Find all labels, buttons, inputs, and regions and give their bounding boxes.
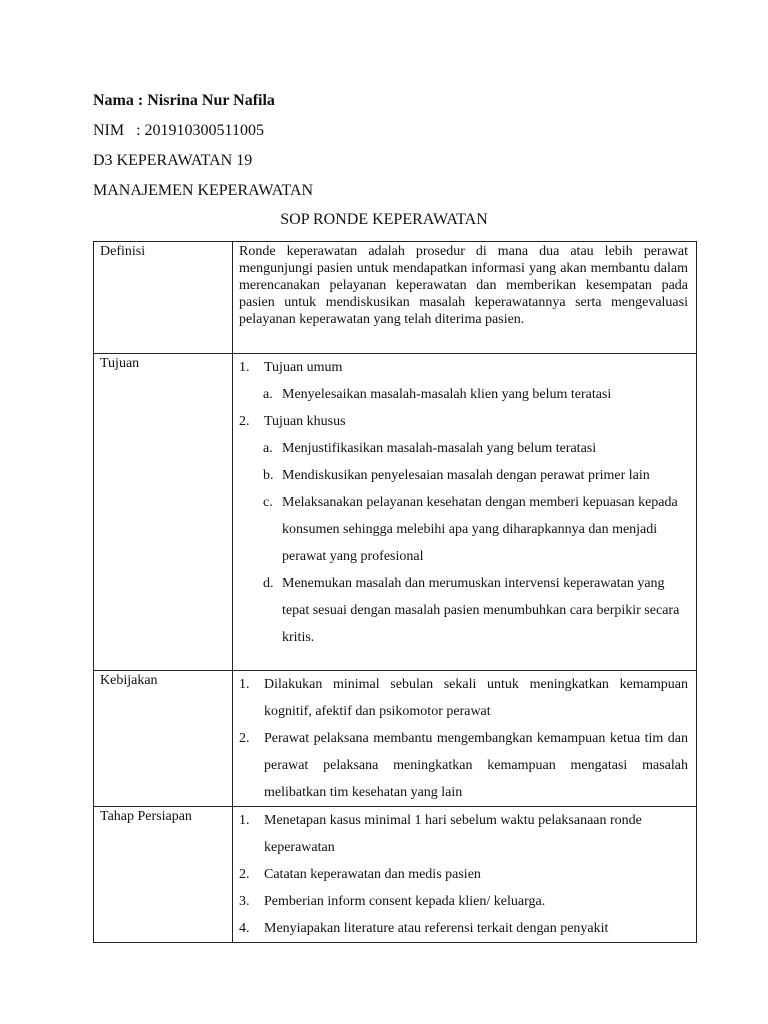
list-item	[239, 807, 688, 861]
list-number: 1.	[239, 360, 250, 375]
list-item	[239, 381, 688, 408]
list-item-text: Melaksanakan pelayanan kesehatan dengan memberi kepuasan kepada konsumen sehingga melebihi apa yang diharapkannya dan menjadi perawat yang profesional	[282, 495, 678, 564]
tujuan-list-2	[239, 408, 688, 435]
list-item-text: Pemberian inform consent kepada klien/ keluarga.	[264, 894, 546, 909]
list-item	[239, 354, 688, 381]
list-item-text: Mendiskusikan penyelesaian masalah dengan perawat primer lain	[282, 468, 650, 483]
nim-line: NIM : 201910300511005	[93, 122, 264, 139]
list-item-text: Menemukan masalah dan merumuskan intervensi keperawatan yang tepat sesuai dengan masalah pasien menumbuhkan cara berpikir secara kritis.	[282, 576, 680, 645]
list-item-text: Menyelesaikan masalah-masalah klien yang belum teratasi	[282, 387, 612, 402]
list-item	[239, 888, 688, 915]
name-label: Nama	[93, 92, 134, 109]
course-line: MANAJEMEN KEPERAWATAN	[93, 182, 314, 199]
program-line: D3 KEPERAWATAN 19	[93, 152, 253, 169]
list-item-text: Menetapan kasus minimal 1 hari sebelum waktu pelaksanaan ronde keperawatan	[264, 813, 642, 855]
student-info	[93, 86, 313, 206]
list-item-text: Catatan keperawatan dan medis pasien	[264, 867, 481, 882]
persiapan-content	[233, 807, 697, 943]
kebijakan-content	[233, 671, 697, 807]
tujuan-label: Tujuan	[94, 354, 233, 671]
list-number: 2.	[239, 731, 250, 746]
list-item	[239, 570, 688, 651]
list-letter: c.	[263, 495, 273, 510]
list-item	[239, 462, 688, 489]
table-row-persiapan	[94, 807, 697, 943]
list-item-text: Menjustifikasikan masalah-masalah yang belum teratasi	[282, 441, 597, 456]
list-number: 3.	[239, 894, 250, 909]
list-item-text: Dilakukan minimal sebulan sekali untuk meningkatkan kemampuan kognitif, afektif dan psikomotor perawat	[264, 677, 688, 719]
tujuan-khusus-sublist	[239, 435, 688, 651]
list-item	[239, 671, 688, 725]
tujuan-list	[239, 354, 688, 381]
list-item	[239, 725, 688, 806]
name-line	[93, 86, 313, 116]
definisi-content	[233, 242, 697, 354]
kebijakan-list	[239, 671, 688, 806]
definisi-label: Definisi	[94, 242, 233, 354]
list-item	[239, 408, 688, 435]
list-letter: b.	[263, 468, 274, 483]
table-row-definisi	[94, 242, 697, 354]
list-number: 2.	[239, 414, 250, 429]
list-item	[239, 861, 688, 888]
sop-table	[93, 241, 697, 943]
tujuan-umum-sublist	[239, 381, 688, 408]
definisi-text: Ronde keperawatan adalah prosedur di mana dua atau lebih perawat mengunjungi pasien untuk mendapatkan informasi yang akan membantu dalam merencanakan pelayanan keperawatan dan memberikan kesempatan pada pasien untuk mendiskusikan masalah keperawatannya serta mengevaluasi pelayanan keperawatan yang telah diterima pasien.	[239, 244, 688, 327]
tujuan-content	[233, 354, 697, 671]
document-title: SOP RONDE KEPERAWATAN	[280, 211, 488, 228]
list-item-text: Perawat pelaksana membantu mengembangkan kemampuan ketua tim dan perawat pelaksana meningkatkan kemampuan mengatasi masalah melibatkan tim kesehatan yang lain	[264, 731, 688, 800]
list-item-text: Tujuan umum	[264, 360, 343, 375]
list-number: 2.	[239, 867, 250, 882]
list-item-text: Tujuan khusus	[264, 414, 346, 429]
table-row-kebijakan	[94, 671, 697, 807]
persiapan-list	[239, 807, 688, 942]
list-number: 4.	[239, 921, 250, 936]
list-item	[239, 915, 688, 942]
persiapan-label: Tahap Persiapan	[94, 807, 233, 943]
kebijakan-label: Kebijakan	[94, 671, 233, 807]
list-item	[239, 435, 688, 462]
list-item-text: Menyiapakan literature atau referensi terkait dengan penyakit	[264, 921, 609, 936]
list-item	[239, 489, 688, 570]
list-letter: a.	[263, 441, 273, 456]
name-value: : Nisrina Nur Nafila	[137, 92, 275, 109]
list-letter: d.	[263, 576, 274, 591]
table-row-tujuan	[94, 354, 697, 671]
list-number: 1.	[239, 677, 250, 692]
list-letter: a.	[263, 387, 273, 402]
list-number: 1.	[239, 813, 250, 828]
